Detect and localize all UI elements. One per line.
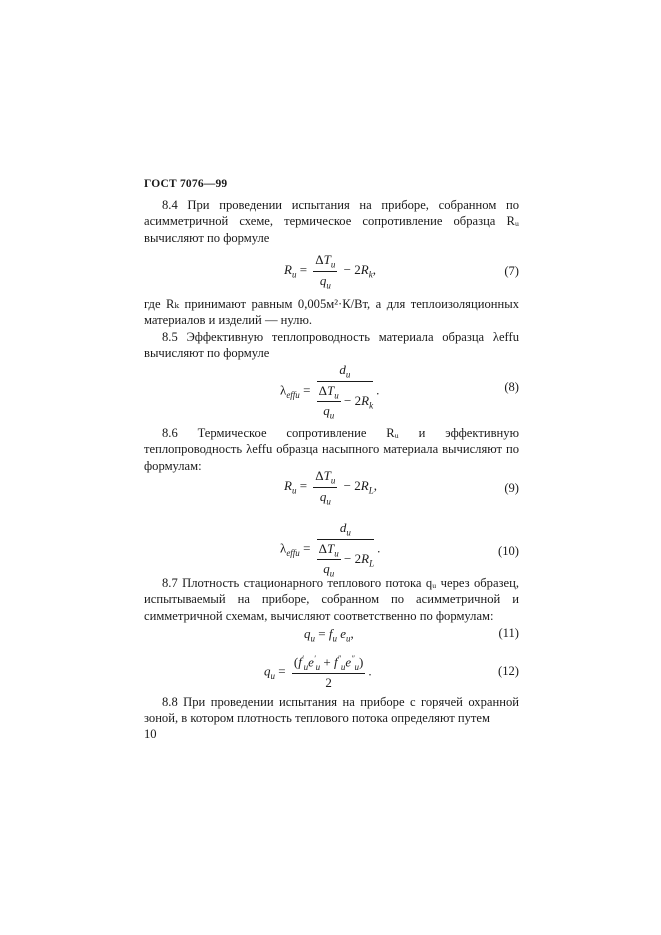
paragraph-8-8-text: 8.8 При проведении испытания на приборе с горячей охранной зоной, в котором плотность теплового потока определяют путем <box>144 695 519 726</box>
equation-8-body: $\lambda_{effu}$ = $d_u$ $\frac{\Delta T_u}{q_u}$ − $2R_k$ . <box>280 362 380 421</box>
paragraph-8-6 <box>144 425 519 474</box>
equation-9-number: (9) <box>504 481 519 495</box>
paragraph-8-5-text: 8.5 Эффективную теплопроводность материала образца λeffu вычисляют по формуле <box>144 330 519 361</box>
paragraph-where <box>144 296 519 329</box>
equation-12 <box>144 654 519 694</box>
paragraph-where-text: где Rₖ принимают равным 0,005м²·К/Вт, а для теплоизоляционных материалов и изделий — нулю. <box>144 297 519 328</box>
paragraph-8-8 <box>144 694 519 727</box>
equation-12-number: (12) <box>498 664 519 678</box>
paragraph-8-7 <box>144 575 519 624</box>
page-number: 10 <box>144 727 157 741</box>
equation-8-number: (8) <box>504 380 519 394</box>
equation-9 <box>144 468 519 518</box>
equation-10-body: $\lambda_{effu}$ = $d_u$ $\frac{\Delta T_u}{q_u}$ − $2R_L$ . <box>280 520 381 579</box>
equation-10-number: (10) <box>498 544 519 558</box>
paragraph-8-4-text: 8.4 При проведении испытания на приборе, собранном по асимметричной схеме, термическое сопротивление образца Rᵤ вычисляют по формуле <box>144 198 519 245</box>
equation-7-number: (7) <box>504 264 519 278</box>
paragraph-8-7-text: 8.7 Плотность стационарного теплового потока qᵤ через образец, испытываемый на приборе, собранном по асимметричной и симметричной схемам, вычисляют соответственно по формулам: <box>144 576 519 623</box>
equation-12-body: $q_u$ = $\frac{(f'_ue'_u + f''_ue''_u)}{2}$ . <box>264 654 372 690</box>
equation-10 <box>144 520 519 579</box>
paragraph-8-4 <box>144 197 519 246</box>
equation-11 <box>144 626 519 646</box>
paragraph-8-5 <box>144 329 519 362</box>
paragraph-8-6-text: 8.6 Термическое сопротивление Rᵤ и эффективную теплопроводность λeffu образца насыпного материала вычисляют по формулам: <box>144 426 519 473</box>
equation-7 <box>144 252 519 302</box>
equation-11-number: (11) <box>498 626 519 640</box>
document-header: ГОСТ 7076—99 <box>144 178 228 190</box>
equation-11-body: $q_u = f_u$ $e_u$, <box>304 626 354 644</box>
equation-9-body: $R_u$ = $\frac{\Delta T_u}{q_u}$ − $2R_L$, <box>284 468 377 507</box>
equation-8 <box>144 362 519 421</box>
equation-7-body: $R_u$ = $\frac{\Delta T_u}{q_u}$ − $2R_k$, <box>284 252 376 291</box>
